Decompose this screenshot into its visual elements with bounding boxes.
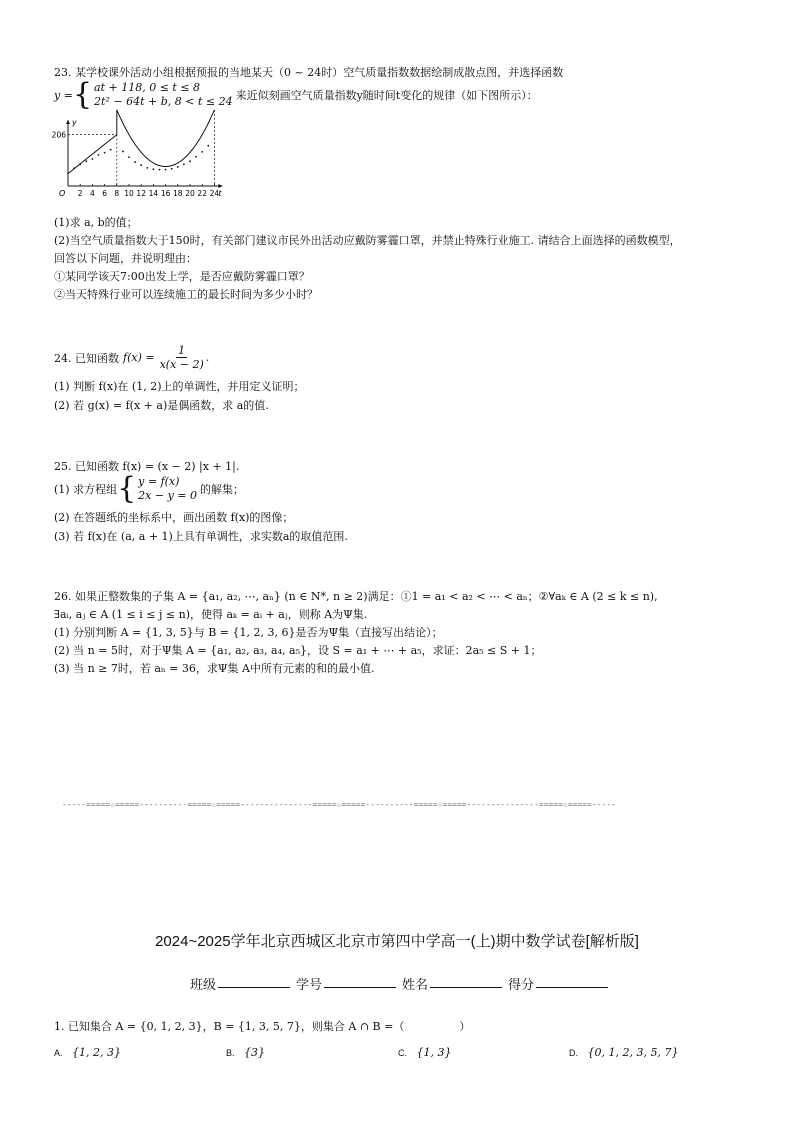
- q1-option-d-letter: D.: [569, 1048, 578, 1058]
- q24-numerator: 1: [178, 344, 186, 357]
- q25-sub1-prefix: (1) 求方程组: [54, 483, 118, 496]
- x-tick-label: 18: [173, 189, 183, 198]
- x-tick-label: 4: [90, 189, 95, 198]
- q24-fx: f(x) =: [123, 351, 155, 364]
- scatter-point: [92, 158, 94, 160]
- scatter-point: [165, 169, 167, 171]
- scatter-point: [189, 160, 191, 162]
- q25-sub1: [54, 471, 245, 506]
- x-tick-label: 6: [102, 189, 107, 198]
- field-class-blank[interactable]: [218, 974, 290, 988]
- origin-label: O: [59, 189, 66, 198]
- scatter-point: [153, 168, 155, 170]
- x-tick-label: 22: [197, 189, 207, 198]
- q1-option-c-letter: C.: [398, 1048, 407, 1058]
- scatter-point: [104, 152, 106, 154]
- scatter-point: [98, 154, 100, 156]
- q24-stem-prefix: 24. 已知函数: [54, 351, 119, 365]
- q1-option-a[interactable]: [54, 1046, 121, 1059]
- q25-stem: 25. 已知函数 f(x) = (x − 2) |x + 1|.: [54, 460, 240, 473]
- field-class-label: 班级: [190, 977, 217, 992]
- exam-title: 2024~2025学年北京西城区北京市第四中学高一(上)期中数学试卷[解析版]: [155, 933, 639, 950]
- y-axis-arrow: [66, 120, 70, 124]
- q1-option-b-text: {3}: [244, 1046, 266, 1059]
- field-score-label: 得分: [508, 977, 535, 992]
- q1-option-a-letter: A.: [54, 1048, 63, 1058]
- q1-option-d[interactable]: [569, 1046, 678, 1059]
- q23-stem-line2: 来近似刻画空气质量指数y随时间t变化的规律（如下图所示）：: [235, 89, 538, 102]
- q25-case2: 2x − y = 0: [138, 489, 198, 502]
- q25-sub1-suffix: 的解集；: [200, 483, 245, 496]
- y-axis-label: y: [72, 118, 77, 127]
- q24-sub1: (1) 判断 f(x)在 (1, 2)上的单调性，并用定义证明；: [54, 380, 305, 393]
- scatter-point: [171, 168, 173, 170]
- scatter-point: [122, 151, 124, 153]
- q26-sub1: (1) 分别判断 A = {1, 3, 5}与 B = {1, 2, 3, 6}是否为Ψ集（直接写出结论）；: [54, 626, 443, 639]
- scatter-point: [183, 163, 185, 165]
- q23-sub2-line1: (2)当空气质量指数大于150时，有关部门建议市民外出活动应戴防雾霾口罩，并禁止特殊行业施工. 请结合上面选择的函数模型，: [54, 234, 681, 247]
- q24-fraction: [158, 344, 206, 371]
- x-tick-label: 12: [136, 189, 146, 198]
- y-tick-label: 206: [51, 130, 66, 140]
- q23-sub2-line2: 回答以下问题，并说明理由：: [54, 252, 197, 265]
- q24-stem: 24. 已知函数 f(x) = $\frac{1}{x(x - 2)}$ .: [54, 344, 210, 371]
- q1-option-b[interactable]: [226, 1046, 265, 1059]
- q26-sub3: (3) 当 n ≥ 7时，若 aₙ = 36，求Ψ集 A中所有元素的和的最小值.: [54, 662, 375, 675]
- scatter-point: [146, 167, 148, 169]
- q1-stem: 1. 已知集合 A = {0, 1, 2, 3}，B = {1, 3, 5, 7}，则集合 A ∩ B =（ ）: [54, 1020, 471, 1033]
- x-tick-label: 2: [77, 189, 83, 198]
- q1-option-d-text: {0, 1, 2, 3, 5, 7}: [587, 1046, 679, 1059]
- x-tick-label: 14: [148, 189, 159, 198]
- field-id-label: 学号: [296, 977, 323, 992]
- q23-scatter-chart: [51, 116, 234, 200]
- scatter-point: [159, 169, 161, 171]
- q23-y-lhs: y =: [54, 88, 73, 102]
- field-name-blank[interactable]: [430, 974, 502, 988]
- q26-sub2: (2) 当 n = 5时，对于Ψ集 A = {a₁, a₂, a₃, a₄, a₅}，设 S = a₁ + ⋯ + a₅，求证：2a₅ ≤ S + 1；: [54, 644, 542, 657]
- x-axis-arrow: [218, 184, 222, 188]
- q23-case2: 2t² − 64t + b, 8 < t ≤ 24: [94, 95, 233, 108]
- q23-stem-line1: 23. 某学校课外活动小组根据预报的当地某天（0 ~ 24时）空气质量指数数据绘制成散点图，并选择函数: [54, 66, 564, 79]
- scatter-point: [177, 166, 179, 168]
- q23-sub2-item1: ①某同学该天7:00出发上学，是否应戴防雾霾口罩？: [54, 270, 310, 283]
- scatter-point: [195, 156, 197, 158]
- q23-piecewise: [54, 77, 538, 112]
- scatter-point: [207, 145, 209, 147]
- x-tick-label: 8: [114, 189, 120, 198]
- q23-sub1: (1)求 a, b的值；: [54, 216, 138, 229]
- q1-option-a-text: {1, 2, 3}: [72, 1046, 121, 1059]
- q25-brace: {: [117, 471, 137, 506]
- q1-option-c-text: {1, 3}: [416, 1046, 452, 1059]
- q24-sub2: (2) 若 g(x) = f(x + a)是偶函数，求 a的值.: [54, 399, 269, 412]
- page-separator: -----=====☆=====----------=====☆=====---------------=====☆=====----------=====☆=====---------------=====☆=====-----: [62, 800, 616, 809]
- x-tick-label: 24: [209, 189, 220, 198]
- scatter-point: [134, 161, 136, 163]
- scatter-point: [110, 149, 112, 151]
- student-info-row: [190, 974, 614, 993]
- q23-brace: {: [72, 77, 93, 112]
- q24-denominator: x(x − 2): [159, 358, 204, 371]
- q25-sub2: (2) 在答题纸的坐标系中，画出函数 f(x)的图像；: [54, 511, 294, 524]
- field-id-blank[interactable]: [324, 974, 396, 988]
- q26-stem-line1: 26. 如果正整数集的子集 A = {a₁, a₂, ⋯, aₙ} (n ∈ N*, n ≥ 2)满足：①1 = a₁ < a₂ < ⋯ < aₙ；②∀aₖ ∈ A (2 ≤ k ≤ n),: [54, 590, 658, 603]
- scatter-point: [140, 164, 142, 166]
- q25-sub3: (3) 若 f(x)在 (a, a + 1)上具有单调性，求实数a的取值范围.: [54, 530, 348, 543]
- scatter-point: [85, 160, 87, 162]
- scatter-point: [201, 151, 203, 153]
- q23-sub2-item2: ②当天特殊行业可以连续施工的最长时间为多少小时？: [54, 288, 318, 301]
- x-tick-label: 16: [160, 189, 171, 198]
- q23-case1: at + 118, 0 ≤ t ≤ 8: [94, 81, 201, 94]
- x-axis-label: t: [218, 189, 222, 198]
- scatter-point: [128, 156, 130, 158]
- q1-option-b-letter: B.: [226, 1048, 235, 1058]
- field-score-blank[interactable]: [536, 974, 608, 988]
- x-tick-label: 10: [124, 189, 134, 198]
- q1-option-c[interactable]: [398, 1046, 452, 1059]
- field-name-label: 姓名: [402, 977, 429, 992]
- x-tick-label: 20: [185, 189, 195, 198]
- q25-case1: y = f(x): [138, 475, 180, 488]
- q26-stem-line2: ∃aᵢ, aⱼ ∈ A (1 ≤ i ≤ j ≤ n)，使得 aₖ = aᵢ + aⱼ，则称 A为Ψ集.: [54, 608, 368, 621]
- q23-model-curve: [68, 110, 214, 174]
